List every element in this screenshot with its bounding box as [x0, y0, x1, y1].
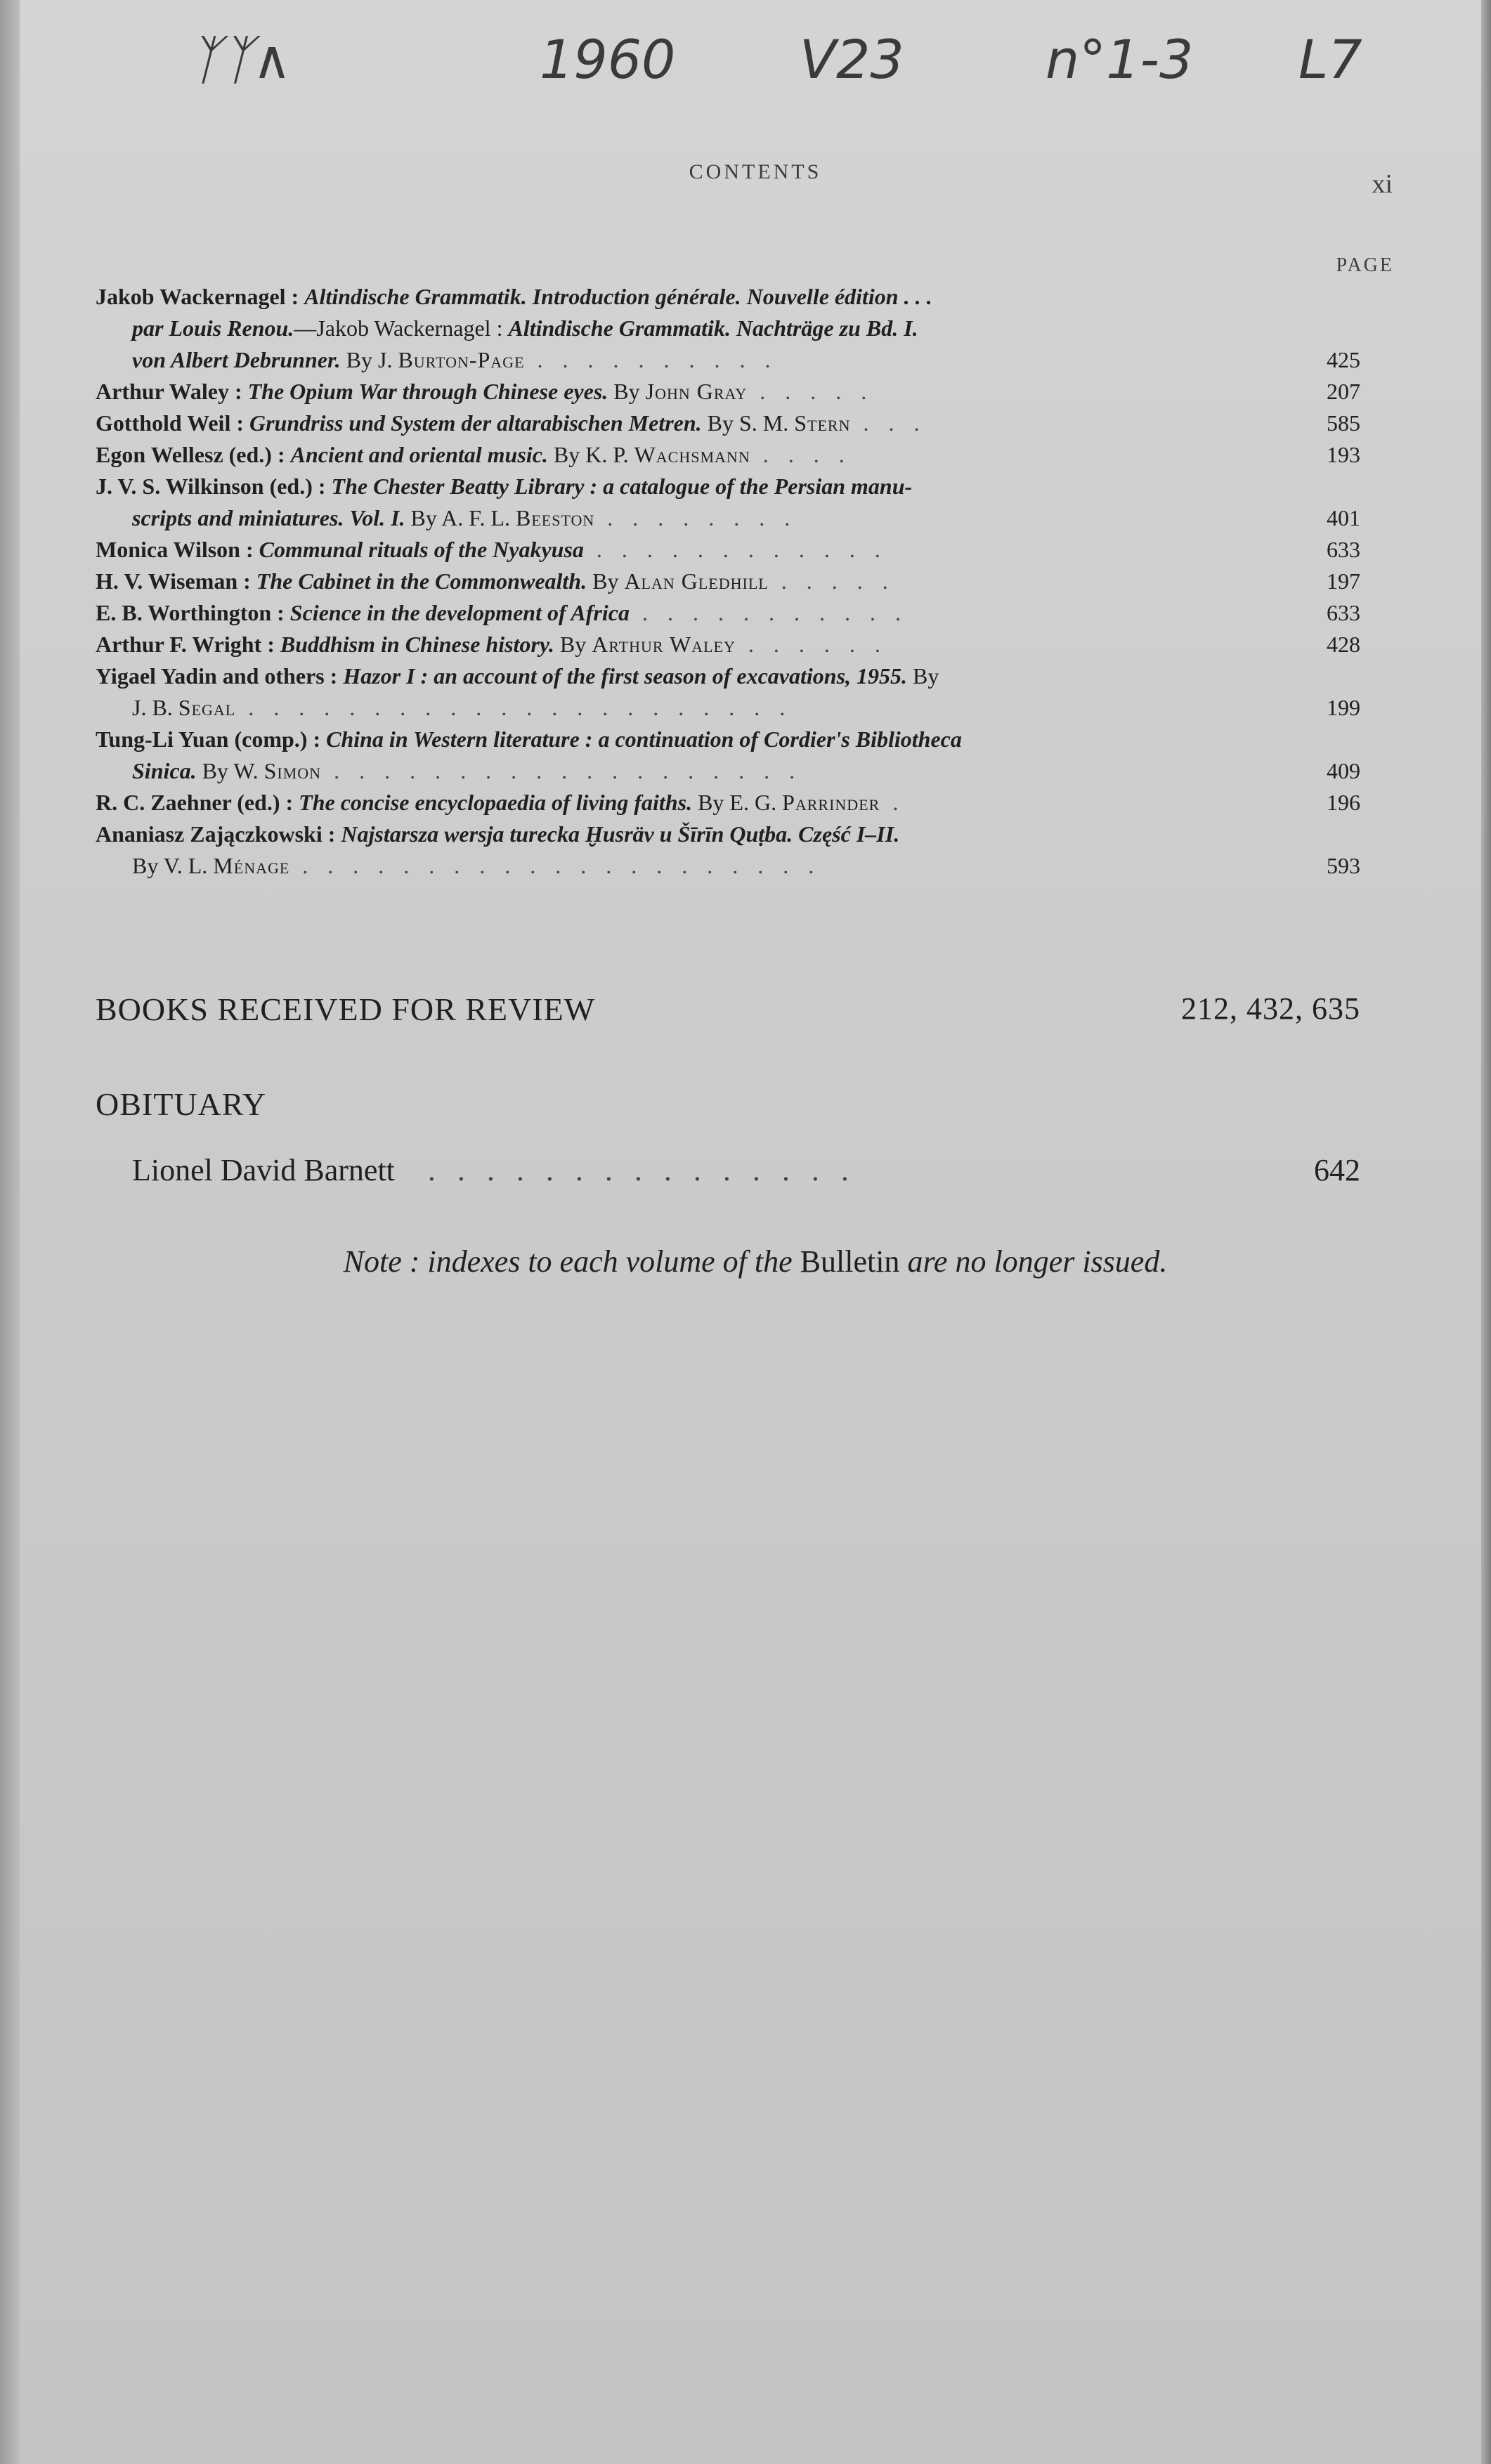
contents-entry [96, 629, 1360, 660]
page-number: 642 [1314, 1153, 1360, 1187]
entry-text: By W. [196, 758, 264, 783]
leader-dots: . . . . . [768, 568, 895, 594]
note-text: Note : indexes to each volume of the [343, 1244, 800, 1279]
page-number: 193 [1327, 442, 1360, 467]
page-number: 428 [1327, 632, 1360, 657]
contents-entry [96, 471, 1360, 534]
entry-title: Grundriss und System der altarabischen Metren. [249, 410, 702, 436]
contents-entries [96, 281, 1360, 882]
contents-entry [96, 819, 1360, 882]
running-head: CONTENTS [689, 160, 822, 183]
obituary-entry [132, 1152, 1360, 1188]
contents-entry [96, 787, 1360, 819]
obituary-section [96, 1086, 1360, 1123]
handwritten-mark: ᛉᛉ∧ [188, 28, 292, 91]
section-pages: 212, 432, 635 [1181, 991, 1360, 1026]
leader-dots: . . . . [750, 442, 852, 467]
page-number: 197 [1327, 568, 1360, 594]
entry-title: Science in the development of Africa [289, 600, 630, 625]
entry-title: Altindische Grammatik. Introduction générale. Nouvelle édition . . . [304, 284, 932, 309]
entry-text: By J. [340, 347, 398, 372]
contents-entry [96, 724, 1360, 787]
page-folio: xi [1372, 169, 1393, 199]
leader-dots: . . . . . . . . [594, 505, 797, 530]
entry-title: Buddhism in Chinese history. [280, 632, 554, 657]
entry-author: Ananiasz Zajączkowski : [96, 821, 341, 847]
leader-dots: . . . [850, 410, 927, 436]
entry-text: By [608, 379, 646, 404]
entry-line [96, 629, 1360, 660]
page-number: 585 [1327, 410, 1360, 436]
entry-line [96, 408, 1360, 439]
entry-line [96, 597, 1360, 629]
entry-text: By V. L. [132, 853, 214, 878]
editorial-note [20, 1244, 1491, 1279]
entry-title: Najstarsza wersja turecka Ḫusräv u Šīrīn Quṭba. Część I–II. [341, 821, 900, 847]
page-edge-shadow [1481, 0, 1491, 2464]
entry-line [96, 281, 1360, 313]
leader-dots: . . . . . . . . . . . [629, 600, 908, 625]
entry-title: Hazor I : an account of the first season of excavations, 1955. [343, 663, 908, 689]
entry-title: The concise encyclopaedia of living faiths. [299, 790, 693, 815]
entry-reviewer: John Gray [645, 379, 748, 404]
entry-title: scripts and miniatures. Vol. I. [132, 505, 405, 530]
entry-text: By [554, 632, 592, 657]
entry-title: par Louis Renou. [132, 315, 294, 341]
obituary-name: Lionel David Barnett [132, 1153, 395, 1187]
entry-author: R. C. Zaehner (ed.) : [96, 790, 299, 815]
leader-dots: . . . . . . . . . . . . . . . . . . . . . [289, 853, 821, 878]
page-number: 196 [1327, 790, 1360, 815]
contents-entry [96, 534, 1360, 566]
contents-entry [96, 660, 1360, 724]
handwritten-code: L7 [1298, 28, 1362, 91]
entry-reviewer: Wachsmann [634, 442, 750, 467]
contents-entry [96, 376, 1360, 408]
entry-title: Ancient and oriental music. [290, 442, 548, 467]
entry-author: Arthur F. Wright : [96, 632, 280, 657]
note-text-end: are no longer issued. [899, 1244, 1168, 1279]
note-journal-name: Bulletin [800, 1244, 900, 1279]
entry-line [96, 471, 1360, 502]
entry-reviewer: Segal [178, 695, 236, 720]
entry-line [96, 850, 1360, 882]
entry-line [96, 724, 1360, 755]
page-number: 633 [1327, 537, 1360, 562]
entry-reviewer: Alan Gledhill [624, 568, 769, 594]
page-number: 633 [1327, 600, 1360, 625]
entry-line [96, 376, 1360, 408]
entry-reviewer: Burton-Page [398, 347, 525, 372]
entry-author: J. V. S. Wilkinson (ed.) : [96, 474, 332, 499]
leader-dots: . . . . . . . . . . . . . . . . . . . [321, 758, 802, 783]
entry-text: By S. M. [701, 410, 795, 436]
entry-author: Yigael Yadin and others : [96, 663, 344, 689]
entry-reviewer: Ménage [213, 853, 290, 878]
entry-line [96, 502, 1360, 534]
leader-dots: . . . . . [747, 379, 874, 404]
entry-line [96, 755, 1360, 787]
entry-line [96, 566, 1360, 597]
entry-title: Sinica. [132, 758, 197, 783]
entry-line [96, 787, 1360, 819]
entry-author: E. B. Worthington : [96, 600, 290, 625]
entry-title: von Albert Debrunner. [132, 347, 341, 372]
contents-entry [96, 439, 1360, 471]
entry-text: —Jakob Wackernagel : [294, 315, 509, 341]
entry-title: The Cabinet in the Commonwealth. [256, 568, 587, 594]
contents-entry [96, 597, 1360, 629]
page-number: 401 [1327, 505, 1360, 530]
contents-entry [96, 566, 1360, 597]
contents-entry [96, 408, 1360, 439]
entry-author: Egon Wellesz (ed.) : [96, 442, 291, 467]
leader-dots: . . . . . . [735, 632, 887, 657]
entry-reviewer: Stern [794, 410, 851, 436]
contents-entry [96, 281, 1360, 376]
entry-title: Altindische Grammatik. Nachträge zu Bd. I. [508, 315, 918, 341]
entry-author: Gotthold Weil : [96, 410, 249, 436]
entry-line [96, 313, 1360, 344]
section-heading: BOOKS RECEIVED FOR REVIEW [96, 991, 596, 1027]
entry-author: H. V. Wiseman : [96, 568, 256, 594]
entry-text: J. B. [132, 695, 178, 720]
handwritten-annotation [20, 28, 1491, 112]
entry-line [96, 439, 1360, 471]
entry-title: The Opium War through Chinese eyes. [247, 379, 608, 404]
handwritten-year: 1960 [540, 28, 676, 91]
entry-text: By A. F. L. [405, 505, 516, 530]
entry-line [96, 534, 1360, 566]
entry-reviewer: Beeston [516, 505, 595, 530]
entry-author: Tung-Li Yuan (comp.) : [96, 726, 327, 752]
book-gutter [0, 0, 20, 2464]
entry-text: By K. P. [547, 442, 634, 467]
entry-line [96, 692, 1360, 724]
leader-dots: . . . . . . . . . . . . . . . [427, 1153, 856, 1187]
leader-dots: . [880, 790, 906, 815]
page-number: 409 [1327, 758, 1360, 783]
entry-text: By E. G. [692, 790, 783, 815]
entry-reviewer: Simon [263, 758, 322, 783]
page-number: 199 [1327, 695, 1360, 720]
entry-line [96, 819, 1360, 850]
entry-title: The Chester Beatty Library : a catalogue of the Persian manu- [331, 474, 913, 499]
entry-text: By [587, 568, 625, 594]
entry-author: Jakob Wackernagel : [96, 284, 305, 309]
page-column-label: PAGE [1336, 254, 1394, 276]
books-received-section [96, 991, 1360, 1028]
handwritten-volume: V23 [800, 28, 904, 91]
entry-line [96, 660, 1360, 692]
page-number: 593 [1327, 853, 1360, 878]
page-number: 207 [1327, 379, 1360, 404]
entry-title: China in Western literature : a continuation of Cordier's Bibliotheca [326, 726, 962, 752]
entry-reviewer: Arthur Waley [592, 632, 736, 657]
entry-line [96, 344, 1360, 376]
leader-dots: . . . . . . . . . . . . [583, 537, 887, 562]
leader-dots: . . . . . . . . . . [524, 347, 778, 372]
document-page [20, 0, 1491, 2464]
entry-reviewer: Parrinder [782, 790, 880, 815]
leader-dots: . . . . . . . . . . . . . . . . . . . . . . [235, 695, 793, 720]
page-number: 425 [1327, 347, 1360, 372]
handwritten-issue: n°1-3 [1046, 28, 1194, 91]
entry-author: Monica Wilson : [96, 537, 259, 562]
entry-author: Arthur Waley : [96, 379, 248, 404]
section-heading: OBITUARY [96, 1086, 267, 1122]
entry-text: By [907, 663, 939, 689]
entry-title: Communal rituals of the Nyakyusa [259, 537, 584, 562]
